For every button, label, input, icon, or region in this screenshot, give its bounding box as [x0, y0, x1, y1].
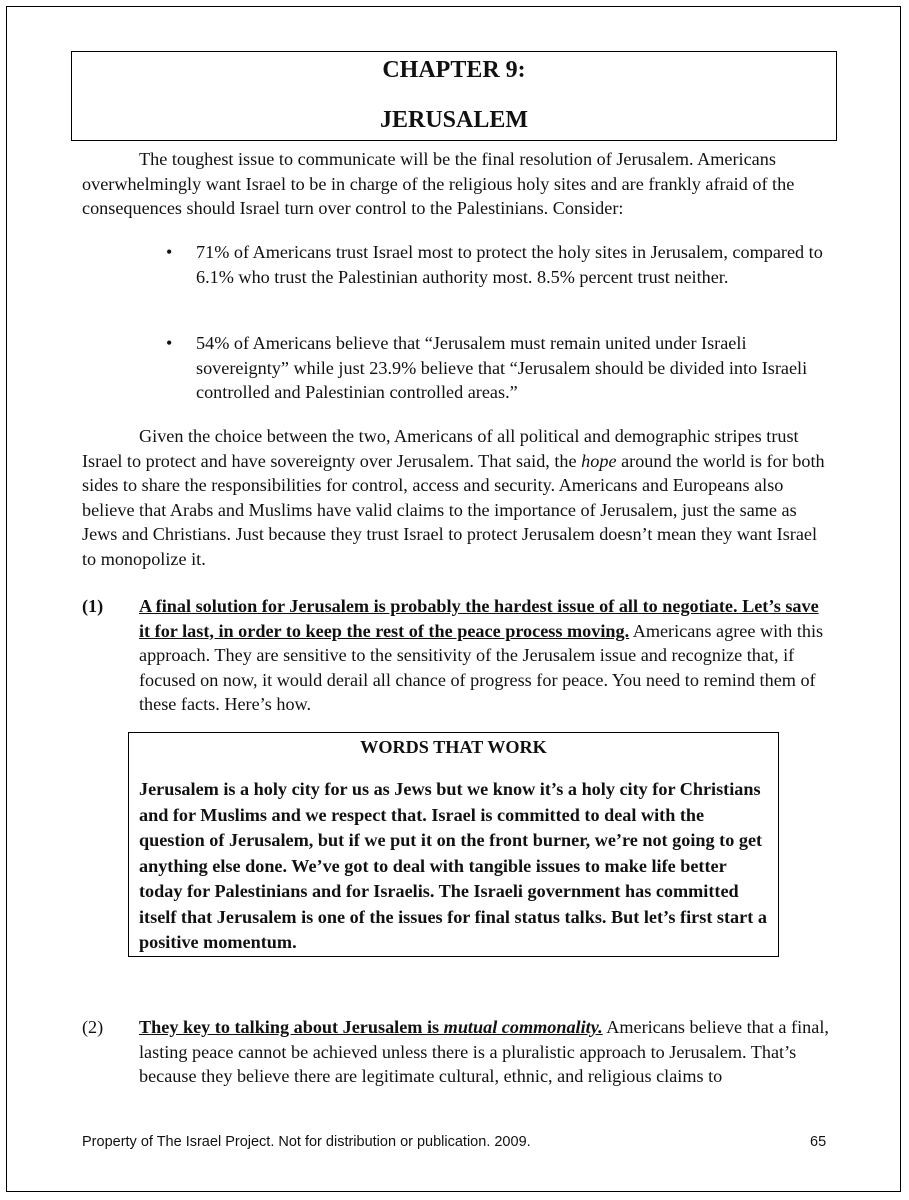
point-1-number: (1) — [82, 596, 104, 616]
mutual-commonality-emphasis: mutual commonality. — [443, 1017, 603, 1037]
point-2-heading — [139, 1017, 603, 1037]
hope-emphasis: hope — [581, 450, 617, 471]
footer-notice: Property of The Israel Project. Not for distribution or publication. 2009. — [82, 1134, 531, 1150]
chapter-title: JERUSALEM — [379, 107, 529, 133]
point-2-number: (2) — [82, 1017, 104, 1037]
sovereignty-text-end: around the world is for both sides to share the responsibilities for control, access and security. Americans and Europeans also believe that Arabs and Muslims have valid claims to the importance of Jerusalem, just the same as Jews and Christians. Just because they trust Israel to protect Jerusalem doesn’t mean they want Israel to monopolize it. — [82, 450, 825, 569]
words-that-work-body: Jerusalem is a holy city for us as Jews but we know it’s a holy city for Christians and for Muslims and we respect that. Israel is committed to deal with the question of Jerusalem, but if we put it on the front burner, we’re not going to get anything else done. We’ve got to deal with tangible issues to make life better today for Palestinians and for Israelis. The Israeli government has committed itself that Jerusalem is one of the issues for final status talks. But let’s first start a positive momentum. — [139, 779, 767, 952]
point-1-body: Americans agree with this approach. They are sensitive to the sensitivity of the Jerusalem issue and recognize that, if focused on now, it would derail all chance of progress for peace. You need to remind them of these facts. Here’s how. — [139, 620, 824, 714]
intro-paragraph: The toughest issue to communicate will be the final resolution of Jerusalem. Americans overwhelmingly want Israel to be in charge of the religious holy sites and are frankly afraid of the consequences should Israel turn over control to the Palestinians. Consider: — [82, 149, 795, 218]
bullet-dot-2: • — [166, 333, 173, 353]
words-that-work-box — [128, 732, 779, 957]
bullet-item-1: 71% of Americans trust Israel most to protect the holy sites in Jerusalem, compared to 6.1% who trust the Palestinian authority most. 8.5% percent trust neither. — [196, 242, 823, 287]
page-number: 65 — [810, 1134, 827, 1150]
sovereignty-text-start: Given the choice between the two, Americans of all political and demographic stripes trust Israel to protect and have sovereignty over Jerusalem. That said, the — [82, 426, 799, 471]
words-that-work-title: WORDS THAT WORK — [360, 737, 547, 757]
point-1-heading: A final solution for Jerusalem is probably the hardest issue of all to negotiate. Let’s save it for last, in order to keep the rest of the peace process moving. — [139, 596, 819, 641]
chapter-heading-box — [71, 51, 837, 141]
point-2-body: Americans believe that a final, lasting peace cannot be achieved unless there is a pluralistic approach to Jerusalem. That’s because they believe there are legitimate cultural, ethnic, and religious claims to — [139, 1017, 829, 1086]
point-2-heading-text: They key to talking about Jerusalem is — [139, 1017, 444, 1037]
bullet-dot-1: • — [166, 242, 173, 262]
chapter-number: CHAPTER 9: — [382, 57, 526, 83]
point-2-paragraph — [139, 1015, 829, 1089]
sovereignty-paragraph — [82, 424, 832, 571]
bullet-item-2: 54% of Americans believe that “Jerusalem must remain united under Israeli sovereignty” while just 23.9% believe that “Jerusalem should be divided into Israeli controlled and Palestinian controlled areas.” — [196, 333, 808, 402]
point-1-paragraph — [139, 594, 829, 717]
